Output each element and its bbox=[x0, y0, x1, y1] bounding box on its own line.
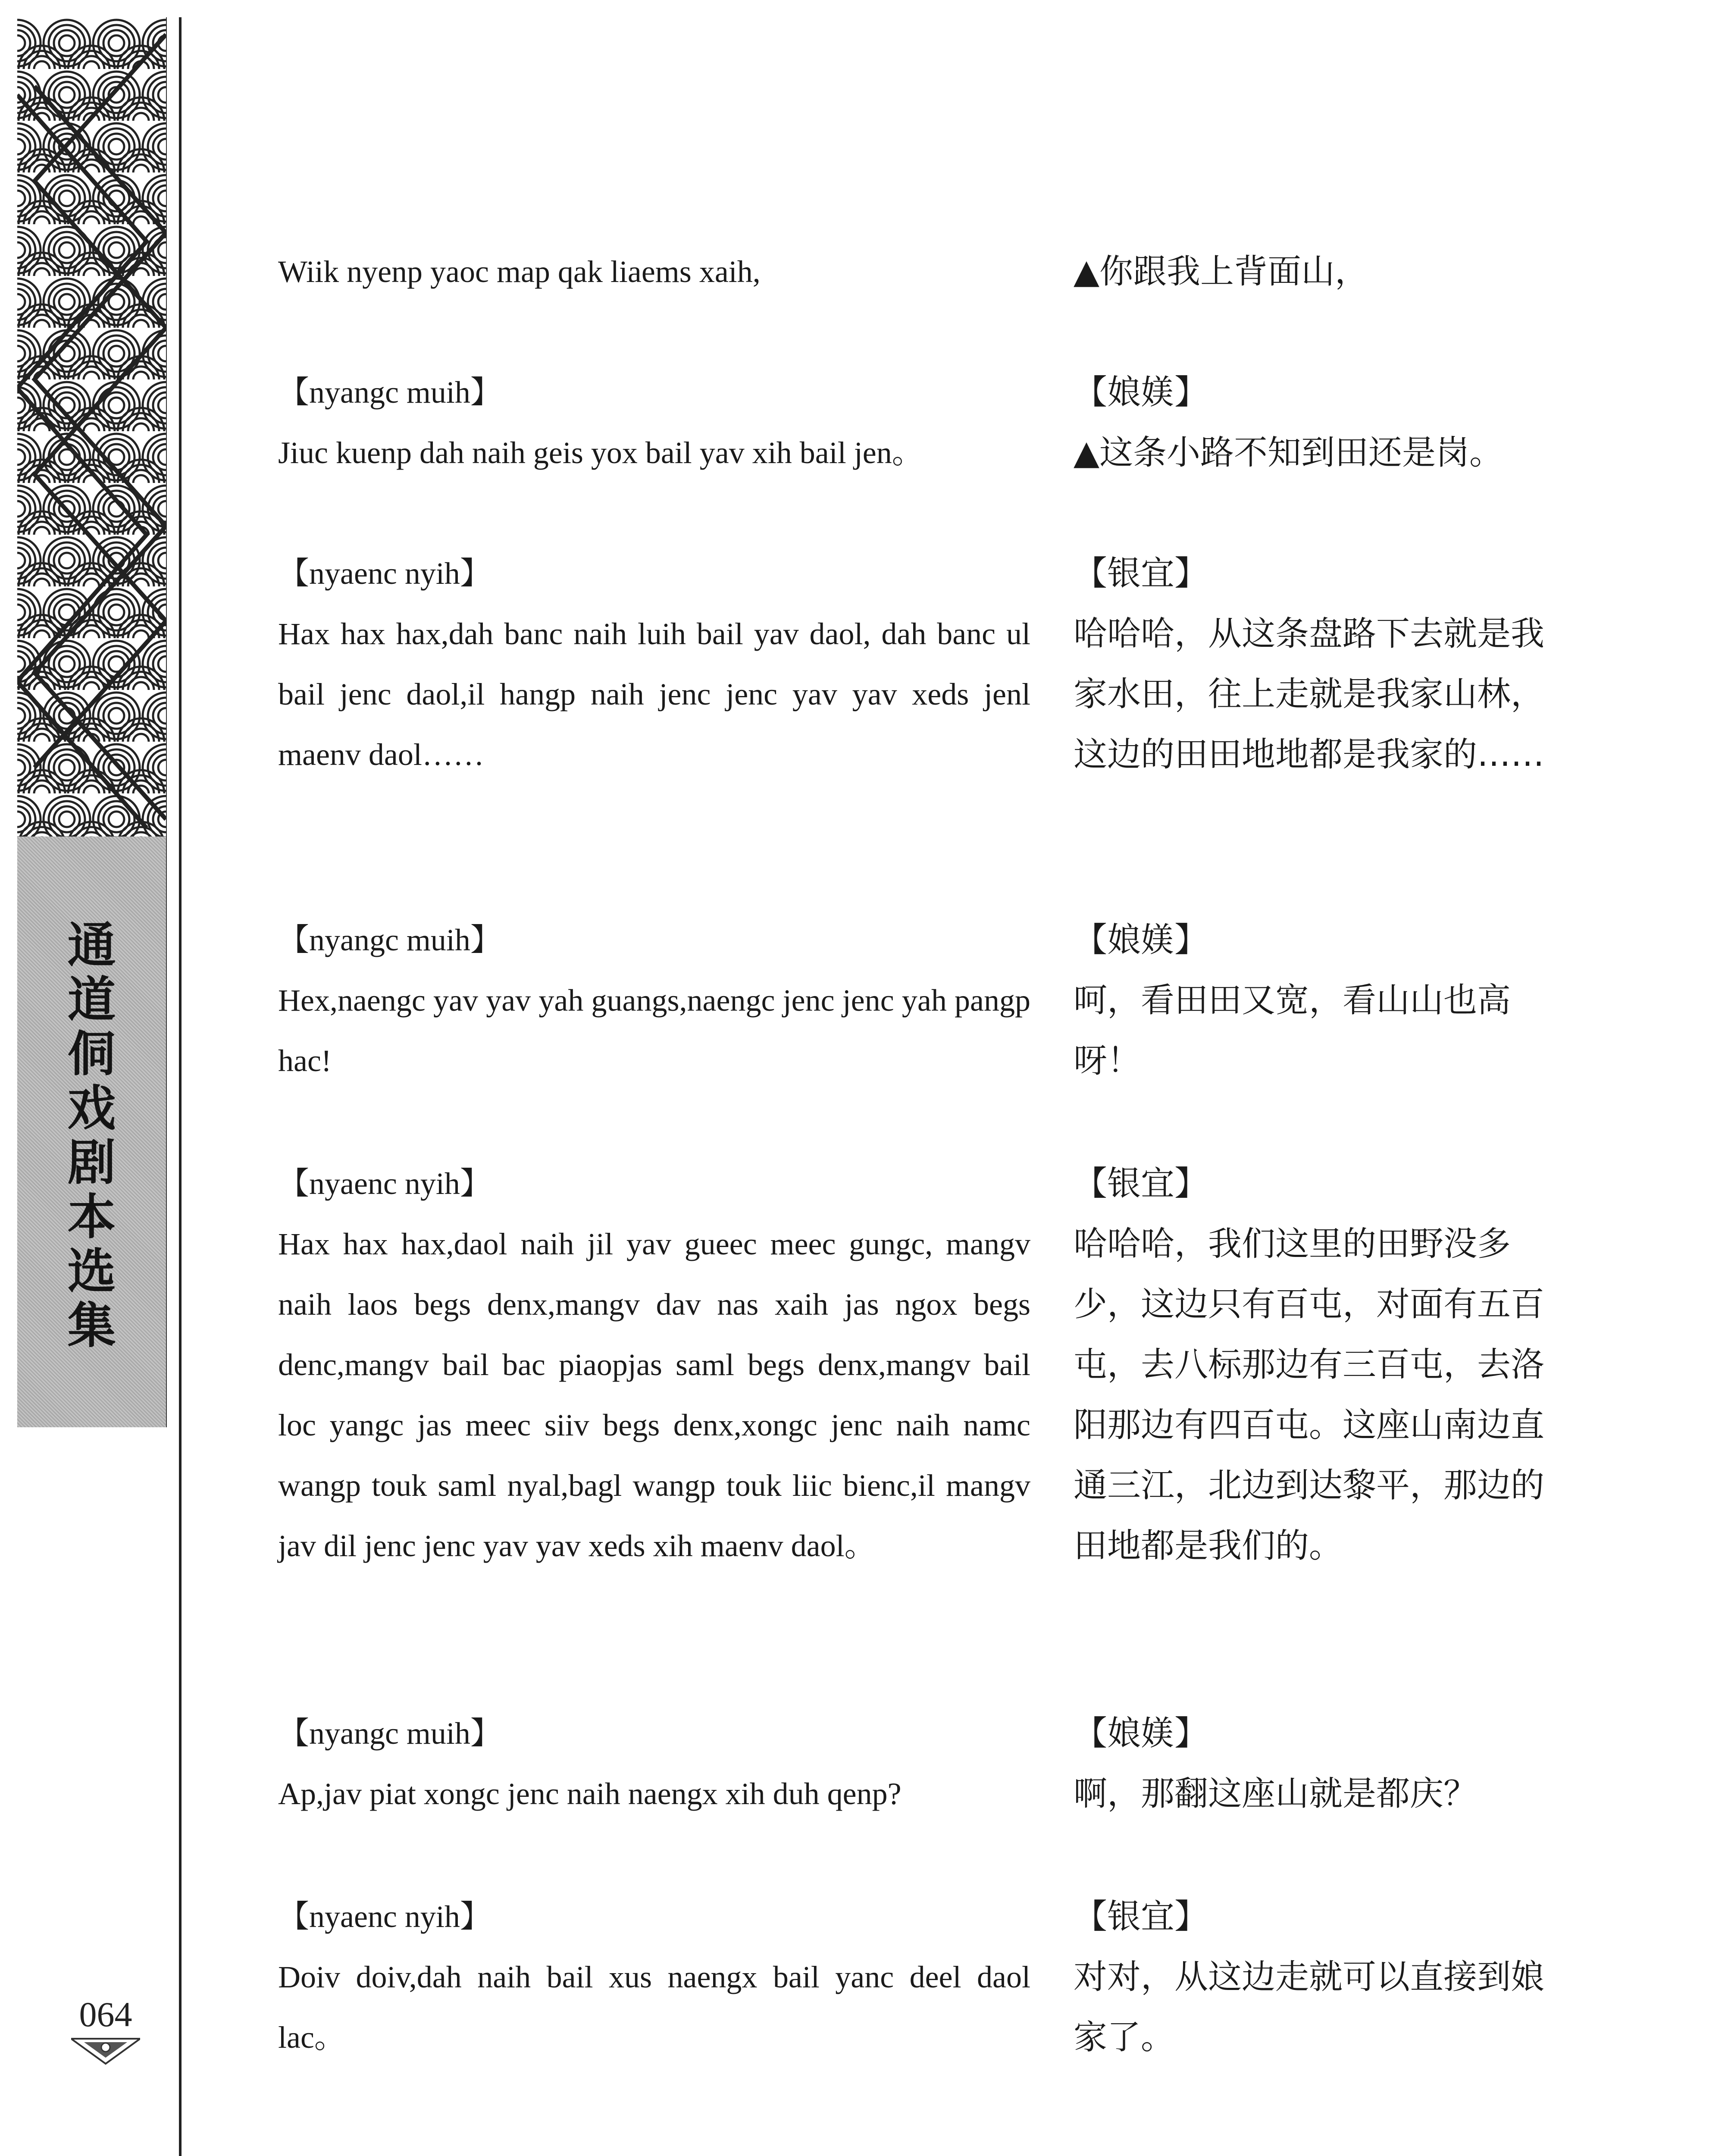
book-title-box bbox=[17, 837, 166, 1427]
dialogue-block-chinese bbox=[1074, 910, 1546, 1091]
dialogue-block-dong bbox=[278, 543, 1030, 785]
dialogue-block-chinese bbox=[1074, 543, 1546, 785]
speaker-label: 【银宜】 bbox=[1074, 1897, 1208, 1936]
dialogue-block-dong bbox=[278, 1703, 1030, 1824]
dong-text: Hax hax hax,dah banc naih luih bail yav daol, dah banc ul bail jenc daol,il hangp naih jenc jenc yav yav xeds jenl maenv daol…… bbox=[278, 617, 1030, 772]
chinese-text: 啊，那翻这座山就是都庆？ bbox=[1074, 1774, 1478, 1813]
speaker-label: 【nyangc muih】 bbox=[278, 375, 501, 410]
dong-text: Doiv doiv,dah naih bail xus naengx bail yanc deel daol lac。 bbox=[278, 1960, 1030, 2055]
speaker-label: 【nyaenc nyih】 bbox=[278, 1166, 491, 1201]
speaker-label: 【nyaenc nyih】 bbox=[278, 556, 491, 591]
chinese-text: 呵，看田田又宽，看山山也高呀！ bbox=[1074, 981, 1511, 1080]
chinese-text: ▲你跟我上背面山， bbox=[1074, 252, 1368, 291]
dialogue-block-chinese bbox=[1074, 241, 1546, 302]
dialogue-block-chinese bbox=[1074, 1887, 1546, 2068]
speaker-label: 【娘媄】 bbox=[1074, 921, 1208, 959]
page-number-ornament bbox=[71, 2035, 140, 2065]
dialogue-block-dong bbox=[278, 1153, 1030, 1576]
speaker-label: 【娘媄】 bbox=[1074, 1714, 1208, 1753]
speaker-label: 【nyangc muih】 bbox=[278, 1716, 501, 1751]
dong-text: Hex,naengc yav yav yah guangs,naengc jenc jenc yah pangp hac! bbox=[278, 983, 1030, 1078]
speaker-label: 【银宜】 bbox=[1074, 1164, 1208, 1203]
dong-text: Ap,jav piat xongc jenc naih naengx xih duh qenp? bbox=[278, 1777, 902, 1811]
speaker-label: 【娘媄】 bbox=[1074, 373, 1208, 412]
dialogue-block-chinese bbox=[1074, 1703, 1546, 1824]
dialogue-block-dong bbox=[278, 362, 1030, 483]
dialogue-block-chinese bbox=[1074, 362, 1546, 483]
dong-text: Jiuc kuenp dah naih geis yox bail yav xih bail jen。 bbox=[278, 436, 923, 470]
margin-rule bbox=[179, 17, 182, 2156]
speaker-label: 【银宜】 bbox=[1074, 554, 1208, 593]
book-title-vertical: 通 道 侗 戏 剧 本 选 集 bbox=[67, 918, 116, 1354]
chinese-text: ▲这条小路不知到田还是岗。 bbox=[1074, 433, 1503, 472]
wave-pattern-ornament bbox=[17, 17, 166, 837]
dialogue-block-chinese bbox=[1074, 1153, 1546, 1576]
page-number: 064 bbox=[79, 1995, 132, 2034]
chinese-text: 对对，从这边走就可以直接到娘家了。 bbox=[1074, 1958, 1545, 2057]
speaker-label: 【nyangc muih】 bbox=[278, 923, 501, 957]
chinese-text: 哈哈哈，从这条盘路下去就是我家水田，往上走就是我家山林，这边的田田地地都是我家的…… bbox=[1074, 614, 1545, 774]
dialogue-block-dong bbox=[278, 910, 1030, 1091]
dialogue-block-dong bbox=[278, 1887, 1030, 2068]
speaker-label: 【nyaenc nyih】 bbox=[278, 1899, 491, 1934]
dong-text: Wiik nyenp yaoc map qak liaems xaih, bbox=[278, 254, 761, 289]
chinese-text: 哈哈哈，我们这里的田野没多少，这边只有百屯，对面有五百屯，去八标那边有三百屯，去洛阳那边有四百屯。这座山南边直通三江，北边到达黎平，那边的田地都是我们的。 bbox=[1074, 1225, 1545, 1565]
dialogue-block-dong bbox=[278, 241, 1030, 302]
dong-text: Hax hax hax,daol naih jil yav gueec meec gungc, mangv naih laos begs denx,mangv dav nas xaih jas ngox begs denc,mangv bail bac piaopjas saml begs denx,mangv bail loc yangc jas meec siiv begs denx,xongc jenc naih namc wangp touk saml nyal,bagl wangp touk liic bienc,il mangv jav dil jenc jenc yav yav xeds xih maenv daol。 bbox=[278, 1227, 1030, 1563]
